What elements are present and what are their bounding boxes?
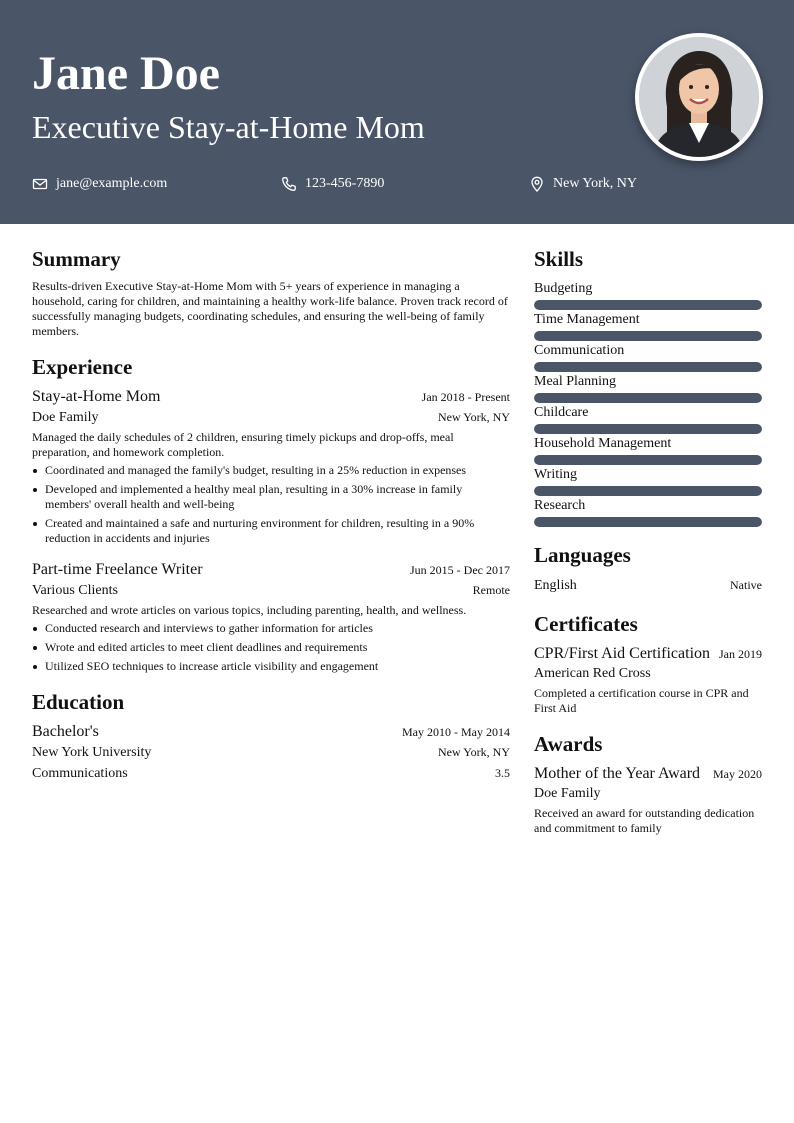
email-text: jane@example.com <box>56 176 168 191</box>
award-item <box>534 764 762 836</box>
skill-level-bar <box>534 486 762 496</box>
job-location: Remote <box>472 583 510 597</box>
certificate-date: Jan 2019 <box>719 647 762 661</box>
skill-level-bar <box>534 455 762 465</box>
achievement-item: Utilized SEO techniques to increase article visibility and engagement <box>45 659 510 674</box>
skill-level-bar <box>534 300 762 310</box>
skill-level-bar <box>534 424 762 434</box>
skill-level-bar <box>534 393 762 403</box>
resume-header <box>0 0 794 224</box>
certificate-issuer: American Red Cross <box>534 666 651 681</box>
language-item <box>534 575 762 596</box>
skill-name: Budgeting <box>534 281 593 296</box>
achievement-item: Wrote and edited articles to meet client deadlines and requirements <box>45 640 510 655</box>
skill-level-fill <box>534 517 762 527</box>
school: New York University <box>32 745 152 760</box>
award-issuer: Doe Family <box>534 786 601 801</box>
job-title: Executive Stay-at-Home Mom <box>32 109 425 145</box>
language-level: Native <box>730 578 762 592</box>
education-heading: Education <box>32 690 125 714</box>
achievement-item: Developed and implemented a healthy meal plan, resulting in a 30% increase in family members' overall health and well-being <box>45 482 510 512</box>
job-achievements <box>32 621 510 674</box>
summary-heading: Summary <box>32 247 121 271</box>
contact-email[interactable] <box>32 174 167 194</box>
map-pin-icon <box>529 176 545 192</box>
certificate-name: CPR/First Aid Certification <box>534 645 711 662</box>
skill-level-fill <box>534 486 762 496</box>
languages-heading: Languages <box>534 543 631 567</box>
skill-level-fill <box>534 455 762 465</box>
experience-item <box>32 387 510 546</box>
skills-list <box>534 279 762 527</box>
education-item <box>32 722 510 784</box>
skill-level-bar <box>534 331 762 341</box>
side-column <box>534 245 762 850</box>
award-date: May 2020 <box>713 767 762 781</box>
job-description: Researched and wrote articles on various topics, including parenting, health, and wellness. <box>32 603 467 617</box>
achievement-item: Conducted research and interviews to gather information for articles <box>45 621 510 636</box>
avatar-illustration <box>639 37 759 157</box>
job-dates: Jan 2018 - Present <box>421 390 510 404</box>
skill-name: Meal Planning <box>534 374 617 389</box>
skill-name: Household Management <box>534 436 672 451</box>
location-text: New York, NY <box>553 176 638 191</box>
skill-level-fill <box>534 300 762 310</box>
experience-item <box>32 560 510 674</box>
skills-heading: Skills <box>534 247 584 271</box>
phone-text: 123-456-7890 <box>305 176 385 191</box>
summary-text: Results-driven Executive Stay-at-Home Mom with 5+ years of experience in managing a household, caring for children, and maintaining a healthy work-life balance. Proven track record of successfully managing budgets, coordinating schedules, and ensuring the well-being of family members. <box>32 279 508 338</box>
job-company: Doe Family <box>32 410 99 425</box>
awards-heading: Awards <box>534 732 603 756</box>
contact-phone[interactable] <box>281 174 384 194</box>
language-name: English <box>534 578 577 593</box>
main-column <box>32 245 510 784</box>
job-description: Managed the daily schedules of 2 children, ensuring timely pickups and drop-offs, meal preparation, and homework completion. <box>32 430 454 459</box>
skill-level-fill <box>534 393 762 403</box>
skill-level-fill <box>534 331 762 341</box>
mail-icon <box>32 176 48 192</box>
skill-level-bar <box>534 362 762 372</box>
degree: Bachelor's <box>32 723 99 740</box>
gpa: 3.5 <box>495 766 510 780</box>
certificate-description: Completed a certification course in CPR and First Aid <box>534 686 749 715</box>
job-company: Various Clients <box>32 583 118 598</box>
certificate-item <box>534 644 762 716</box>
achievement-item: Coordinated and managed the family's budget, resulting in a 25% reduction in expenses <box>45 463 510 478</box>
phone-icon <box>281 176 297 192</box>
job-dates: Jun 2015 - Dec 2017 <box>410 563 510 577</box>
full-name: Jane Doe <box>32 47 220 100</box>
school-location: New York, NY <box>437 745 510 759</box>
skill-level-fill <box>534 362 762 372</box>
skill-name: Writing <box>534 467 577 482</box>
job-achievements <box>32 463 510 546</box>
skill-name: Communication <box>534 343 625 358</box>
education-dates: May 2010 - May 2014 <box>402 725 510 739</box>
award-description: Received an award for outstanding dedication and commitment to family <box>534 806 755 835</box>
profile-photo <box>635 33 763 161</box>
field-of-study: Communications <box>32 766 128 781</box>
job-title: Stay-at-Home Mom <box>32 388 161 405</box>
job-location: New York, NY <box>437 410 510 424</box>
skill-level-fill <box>534 424 762 434</box>
job-title: Part-time Freelance Writer <box>32 561 203 578</box>
award-name: Mother of the Year Award <box>534 765 701 782</box>
skill-name: Research <box>534 498 586 513</box>
achievement-item: Created and maintained a safe and nurturing environment for children, resulting in a 90% reduction in accidents and injuries <box>45 516 510 546</box>
skill-name: Childcare <box>534 405 589 420</box>
skill-level-bar <box>534 517 762 527</box>
experience-heading: Experience <box>32 355 133 379</box>
certificates-heading: Certificates <box>534 612 638 636</box>
contact-location <box>529 174 637 194</box>
skill-name: Time Management <box>534 312 640 327</box>
